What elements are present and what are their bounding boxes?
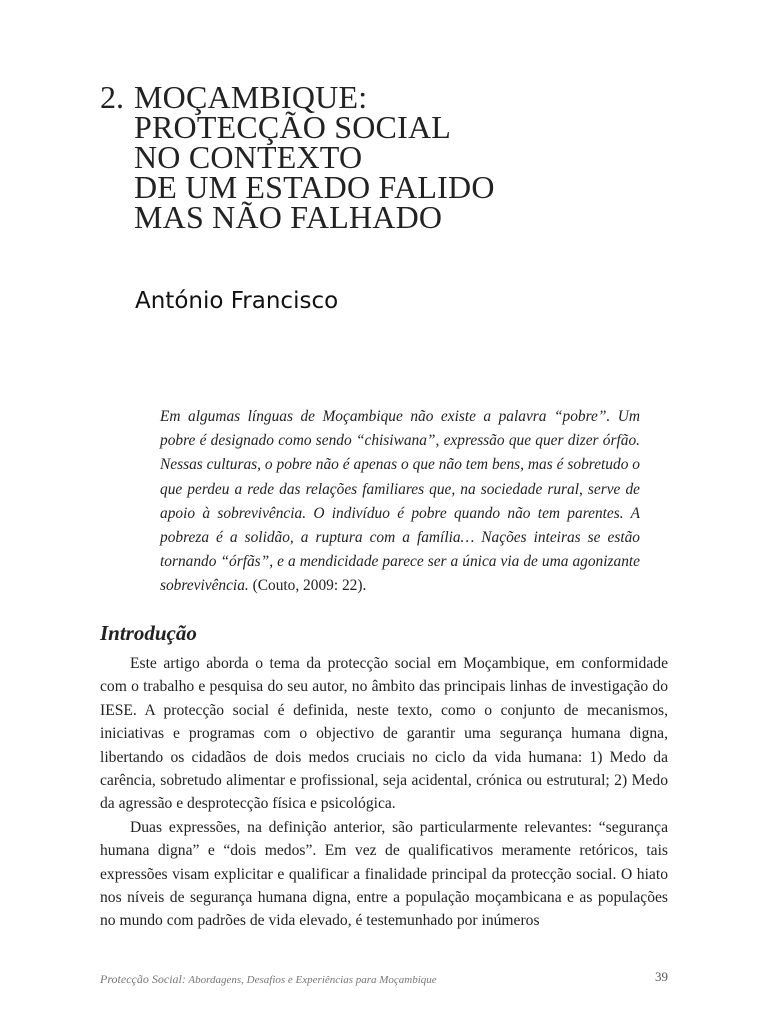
chapter-title-line: DE UM ESTADO FALIDO <box>134 169 495 205</box>
running-footer <box>100 972 437 987</box>
chapter-title-line: NO CONTEXTO <box>134 139 363 175</box>
page-number: 39 <box>655 969 668 984</box>
chapter-title-line: PROTECÇÃO SOCIAL <box>134 109 452 145</box>
epigraph-text: Em algumas línguas de Moçambique não existe a palavra “pobre”. Um pobre é designado como sendo “chisiwana”, expressão que quer dizer órfão. Nessas culturas, o pobre não é apenas o que não tem bens, mas é sobretudo o que perdeu a rede das relações familiares que, na sociedade rural, serve de apoio à sobrevivência. O indivíduo é pobre quando não tem parentes. A pobreza é a solidão, a ruptura com a família… Nações inteiras se estão tornando “órfãs”, e a mendicidade parece ser a única via de uma agonizante sobrevivência. <box>160 408 640 595</box>
body-paragraph: Este artigo aborda o tema da protecção social em Moçambique, em conformidade com o trabalho e pesquisa do seu autor, no âmbito das principais linhas de investigação do IESE. A protecção social é definida, neste texto, como o conjunto de mecanismos, iniciativas e programas com o objectivo de garantir uma segurança humana digna, libertando os cidadãos de dois medos cruciais no ciclo da vida humana: 1) Medo da carência, sobretudo alimentar e profissional, seja acidental, crónica ou estrutural; 2) Medo da agressão e desprotecção física e psicológica. <box>100 655 668 813</box>
epigraph-citation: (Couto, 2009: 22). <box>252 577 367 595</box>
body-text <box>100 652 668 933</box>
footer-book-subtitle: Abordagens, Desafios e Experiências para Moçambique <box>188 974 437 986</box>
author-name: António Francisco <box>135 288 339 314</box>
section-heading: Introdução <box>100 621 197 645</box>
chapter-number: 2. <box>100 79 124 115</box>
body-paragraph: Duas expressões, na definição anterior, são particularmente relevantes: “segurança humana digna” e “dois medos”. Em vez de qualificativos meramente retóricos, tais expressões visam explicitar e qualificar a finalidade principal da protecção social. O hiato nos níveis de segurança humana digna, entre a população moçambicana e as populações no mundo com padrões de vida elevado, é testemunhado por inúmeros <box>100 818 668 930</box>
epigraph <box>160 405 640 599</box>
chapter-title-lines <box>134 79 495 235</box>
chapter-title-line: MOÇAMBIQUE: <box>134 79 368 115</box>
footer-book-title: Protecção Social: <box>100 972 186 986</box>
chapter-title-line: MAS NÃO FALHADO <box>134 199 443 235</box>
